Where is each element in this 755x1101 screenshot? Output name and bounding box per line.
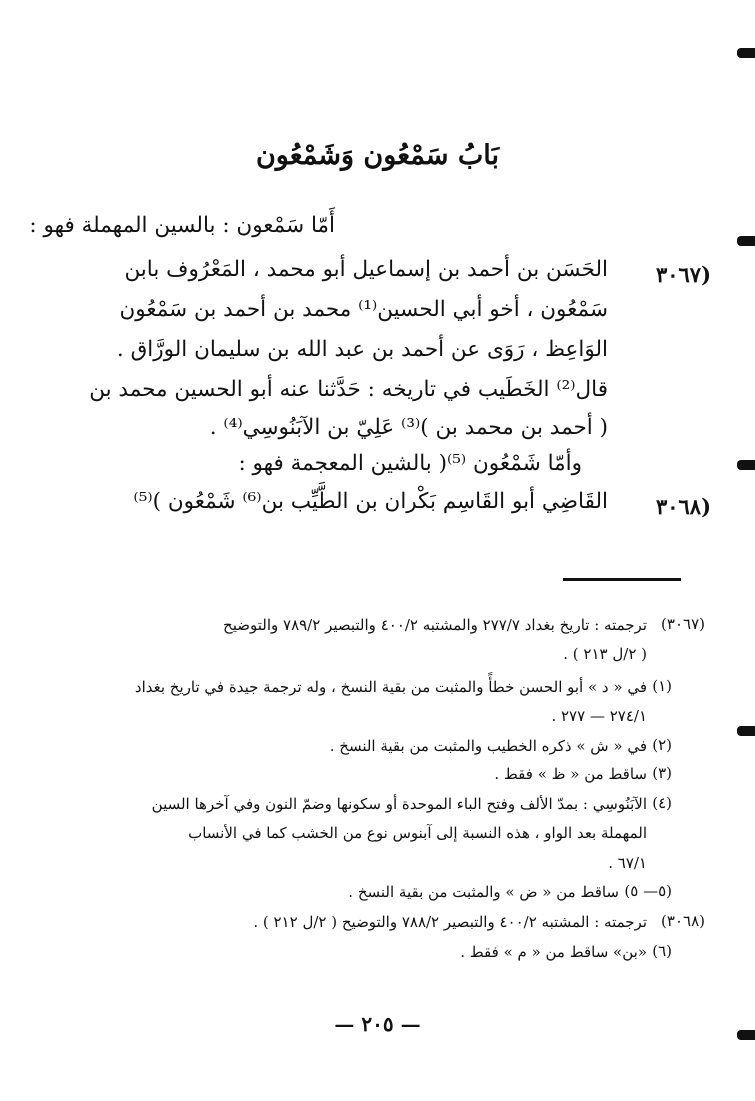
- footnote-1-line-2: ٢٧٤/١ — ٢٧٧ .: [551, 707, 647, 725]
- entry-3067-line-2: سَمْعُون ، أخو أبي الحسين⁽¹⁾ محمد بن أحمد بن سَمْعُون: [119, 297, 608, 322]
- scan-edge-mark: [737, 460, 755, 470]
- footnote-label-3: (٣): [652, 764, 672, 782]
- footnote-label-3067: (٣٠٦٧): [661, 615, 705, 633]
- intro-sin-line: أَمّا سَمْعون : بالسين المهملة فهو :: [29, 213, 335, 238]
- scan-edge-mark: [737, 236, 755, 246]
- scan-edge-mark: [737, 726, 755, 736]
- footnote-3067-line-1: ترجمته : تاريخ بغداد ٢٧٧/٧ والمشتبه ٤٠٠/٢ والتبصير ٧٨٩/٢ والتوضيح: [223, 616, 647, 634]
- footnote-label-4: (٤): [652, 794, 672, 812]
- entry-number-3068: (٣٠٦٨: [655, 494, 711, 519]
- footnote-label-3068: (٣٠٦٨): [661, 912, 705, 930]
- entry-3067-line-5: ( أحمد بن محمد بن )⁽³⁾ عَلِيّ بن الآبَنُوسِي⁽⁴⁾ .: [209, 415, 608, 440]
- scan-edge-mark: [737, 48, 755, 58]
- footnote-1-line-1: في « د » أبو الحسن خطأً والمثبت من بقية النسخ ، وله ترجمة جيدة في تاريخ بغداد: [134, 678, 647, 696]
- footnote-label-5: (٥— ٥): [624, 882, 672, 900]
- footnote-4-line-3: ٦٧/١ .: [608, 854, 647, 872]
- footnote-label-1: (١): [652, 677, 672, 695]
- footnote-separator: [563, 578, 681, 581]
- chapter-title: بَابُ سَمْعُون وَشَمْعُون: [255, 140, 500, 171]
- footnote-4-line-2: المهملة بعد الواو ، هذه النسبة إلى آبنوس نوع من الخشب كما في الأنساب: [188, 824, 647, 842]
- footnote-4-line-1: الآبَنُوسِي : بمدّ الألف وفتح الباء الموحدة أو سكونها وضمّ النون وفي آخرها السين: [151, 795, 647, 813]
- entry-number-3067: (٣٠٦٧: [655, 262, 711, 287]
- footnote-3-line-1: ساقط من « ظ » فقط .: [494, 765, 647, 783]
- entry-3067-line-4: قال⁽²⁾ الخَطَيب في تاريخه : حَدَّثنا عنه أبو الحسين محمد بن: [89, 377, 608, 402]
- page-number: — ٢٠٥ —: [334, 1012, 421, 1036]
- footnote-label-6: (٦): [652, 942, 672, 960]
- entry-3068-line: القَاضِي أبو القَاسِم بَكْران بن الطَّيِّب بن⁽⁶⁾ شَمْعُون )⁽⁵⁾: [133, 489, 608, 514]
- footnote-3068-line-1: ترجمته : المشتبه ٤٠٠/٢ والتبصير ٧٨٨/٢ والتوضيح ( ٢/ل ٢١٢ ) .: [253, 913, 647, 931]
- footnote-label-2: (٢): [652, 736, 672, 754]
- footnote-6-line-1: «بن» ساقط من « م » فقط .: [460, 943, 647, 961]
- entry-3067-line-1: الحَسَن بن أحمد بن إسماعيل أبو محمد ، المَعْرُوف بابن: [124, 257, 608, 282]
- footnote-3067-line-2: ( ٢/ل ٢١٣ ) .: [563, 645, 647, 663]
- entry-3067-line-3: الوَاعِظ ، رَوَى عن أحمد بن عبد الله بن سليمان الورَّاق .: [116, 337, 608, 362]
- intro-shin-line: وأمّا شَمْعُون ⁽⁵⁾( بالشين المعجمة فهو :: [238, 451, 582, 476]
- footnote-5-line-1: ساقط من « ض » والمثبت من بقية النسخ .: [348, 883, 619, 901]
- footnote-2-line-1: في « ش » ذكره الخطيب والمثبت من بقية النسخ .: [329, 737, 647, 755]
